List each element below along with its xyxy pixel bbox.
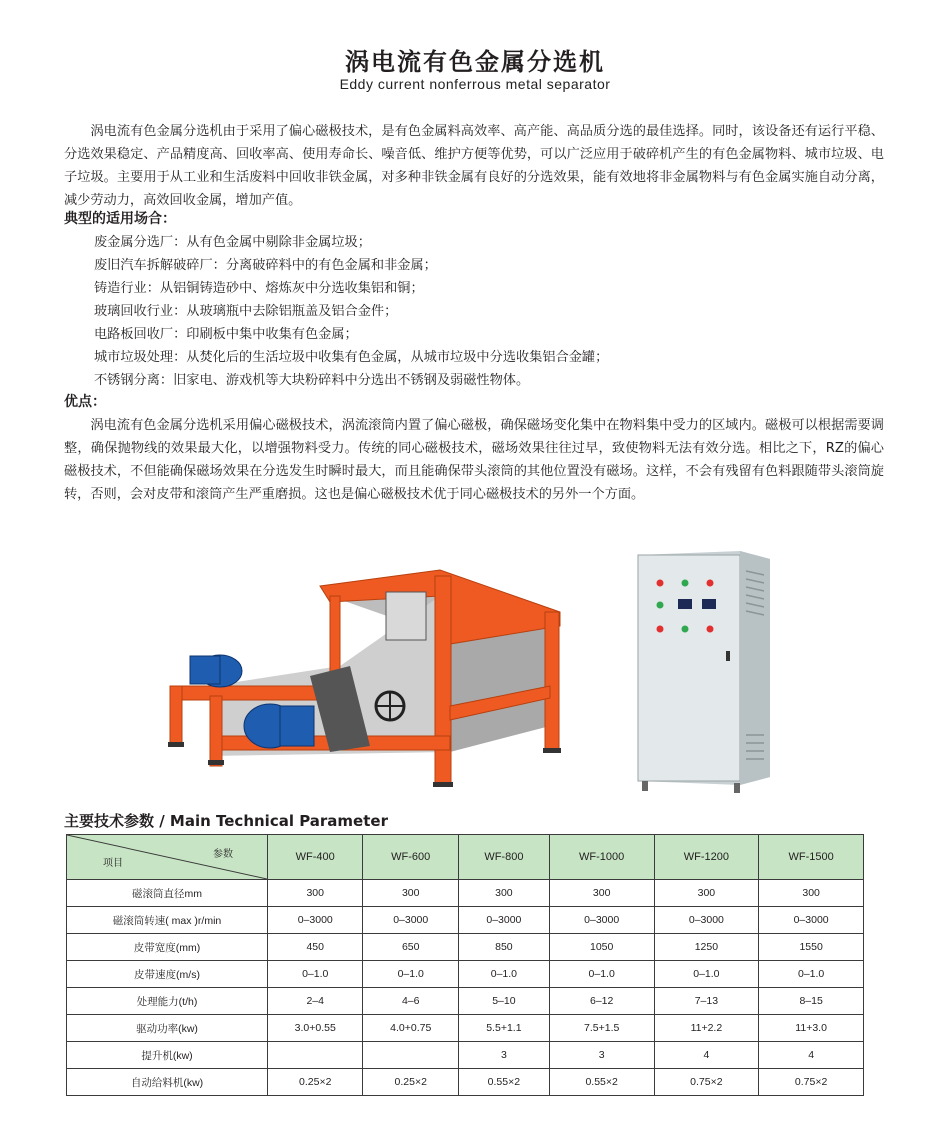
table-cell: 0–1.0	[268, 961, 363, 988]
advantages-heading: 优点：	[64, 394, 106, 410]
table-cell: 300	[759, 880, 864, 907]
diagonal-line	[67, 835, 267, 879]
table-cell: 0.75×2	[759, 1069, 864, 1096]
control-cabinet-photo	[630, 545, 775, 800]
row-label: 自动给料机(kw)	[67, 1069, 268, 1096]
table-cell: 11+2.2	[654, 1015, 759, 1042]
table-cell: 7.5+1.5	[549, 1015, 654, 1042]
page-subtitle: Eddy current nonferrous metal separator	[339, 76, 611, 92]
table-cell	[363, 1042, 458, 1069]
table-cell: 0–3000	[549, 907, 654, 934]
table-row	[67, 934, 864, 961]
table-cell: 3	[549, 1042, 654, 1069]
table-cell: 650	[363, 934, 458, 961]
applications-list	[64, 231, 884, 392]
table-cell: 4.0+0.75	[363, 1015, 458, 1042]
table-cell: 0.55×2	[549, 1069, 654, 1096]
row-label: 磁滚筒转速( max )r/min	[67, 907, 268, 934]
application-item: 城市垃圾处理：从焚化后的生活垃圾中收集有色金属，从城市垃圾中分选收集铝合金罐；	[94, 350, 609, 365]
table-cell: 0.55×2	[458, 1069, 549, 1096]
applications-section	[64, 208, 884, 392]
table-cell: 5.5+1.1	[458, 1015, 549, 1042]
table-cell: 300	[654, 880, 759, 907]
table-row	[67, 907, 864, 934]
table-cell	[268, 1042, 363, 1069]
table-cell: 0–1.0	[363, 961, 458, 988]
table-cell: 0.25×2	[363, 1069, 458, 1096]
row-label: 皮带速度(m/s)	[67, 961, 268, 988]
table-cell: 300	[458, 880, 549, 907]
table-cell: 6–12	[549, 988, 654, 1015]
model-header: WF-1000	[549, 835, 654, 880]
technical-parameter-table	[66, 834, 864, 1096]
table-row	[67, 988, 864, 1015]
eddy-current-separator-photo	[150, 556, 570, 788]
row-label: 驱动功率(kw)	[67, 1015, 268, 1042]
application-item: 玻璃回收行业：从玻璃瓶中去除铝瓶盖及铝合金件；	[94, 304, 398, 319]
table-cell: 3	[458, 1042, 549, 1069]
table-cell: 4–6	[363, 988, 458, 1015]
advantages-section	[64, 391, 884, 506]
table-row	[67, 1015, 864, 1042]
table-cell: 8–15	[759, 988, 864, 1015]
table-cell: 300	[268, 880, 363, 907]
table-cell: 3.0+0.55	[268, 1015, 363, 1042]
table-cell: 450	[268, 934, 363, 961]
advantages-paragraph: 涡电流有色金属分选机采用偏心磁极技术，涡流滚筒内置了偏心磁极，确保磁场变化集中在物料集中受力的区域内。磁极可以根据需要调整，确保抛物线的效果最大化，以增强物料受力。传统的同心磁极技术，磁场效果往往过早，致使物料无法有效分选。相比之下，RZ的偏心磁极技术，不但能确保磁场效果在分选发生时瞬时最大，而且能确保带头滚筒的其他位置没有磁场。这样，不会有残留有色料跟随带头滚筒旋转，否则，会对皮带和滚筒产生严重磨损。这也是偏心磁极技术优于同心磁极技术的另外一个方面。	[64, 418, 884, 502]
table-cell: 0–3000	[759, 907, 864, 934]
application-item: 废金属分选厂：从有色金属中剔除非金属垃圾；	[94, 235, 371, 250]
row-label: 提升机(kw)	[67, 1042, 268, 1069]
table-header-row	[67, 835, 864, 880]
corner-param-label: 参数	[213, 849, 233, 860]
model-header: WF-1200	[654, 835, 759, 880]
table-row	[67, 1042, 864, 1069]
table-cell: 300	[363, 880, 458, 907]
table-cell: 0–3000	[654, 907, 759, 934]
table-cell: 0.25×2	[268, 1069, 363, 1096]
applications-heading: 典型的适用场合：	[64, 211, 176, 227]
table-cell: 7–13	[654, 988, 759, 1015]
table-cell: 300	[549, 880, 654, 907]
intro-paragraph: 涡电流有色金属分选机由于采用了偏心磁极技术，是有色金属料高效率、高产能、高品质分选的最佳选择。同时，该设备还有运行平稳、分选效果稳定、产品精度高、回收率高、使用寿命长、噪音低、维护方便等优势，可以广泛应用于破碎机产生的有色金属物料、城市垃圾、电子垃圾。主要用于从工业和生活废料中回收非铁金属，对多种非铁金属有良好的分选效果，能有效地将非金属物料与有色金属实施自动分离，减少劳动力，高效回收金属，增加产值。	[64, 124, 884, 208]
corner-item-label: 项目	[103, 858, 123, 869]
table-cell: 0–3000	[268, 907, 363, 934]
table-cell: 0–1.0	[549, 961, 654, 988]
row-label: 皮带宽度(mm)	[67, 934, 268, 961]
table-cell: 1550	[759, 934, 864, 961]
table-cell: 5–10	[458, 988, 549, 1015]
model-header: WF-600	[363, 835, 458, 880]
table-cell: 11+3.0	[759, 1015, 864, 1042]
table-cell: 0–3000	[458, 907, 549, 934]
table-cell: 4	[759, 1042, 864, 1069]
table-row	[67, 880, 864, 907]
table-row	[67, 961, 864, 988]
model-header: WF-400	[268, 835, 363, 880]
table-cell: 2–4	[268, 988, 363, 1015]
table-cell: 4	[654, 1042, 759, 1069]
model-header: WF-800	[458, 835, 549, 880]
application-item: 不锈钢分离：旧家电、游戏机等大块粉碎料中分选出不锈钢及弱磁性物体。	[94, 373, 530, 388]
intro-section	[64, 120, 884, 212]
table-cell: 1250	[654, 934, 759, 961]
page-title: 涡电流有色金属分选机	[345, 48, 605, 76]
corner-header-cell	[67, 835, 268, 880]
application-item: 铸造行业：从铝铜铸造砂中、熔炼灰中分选收集铝和铜；	[94, 281, 424, 296]
table-title: 主要技术参数 / Main Technical Parameter	[64, 812, 388, 830]
table-cell: 0–1.0	[654, 961, 759, 988]
table-cell: 0–1.0	[759, 961, 864, 988]
application-item: 电路板回收厂：印刷板中集中收集有色金属；	[94, 327, 358, 342]
table-cell: 1050	[549, 934, 654, 961]
table-cell: 0–1.0	[458, 961, 549, 988]
table-cell: 850	[458, 934, 549, 961]
table-row	[67, 1069, 864, 1096]
row-label: 处理能力(t/h)	[67, 988, 268, 1015]
table-cell: 0–3000	[363, 907, 458, 934]
row-label: 磁滚筒直径mm	[67, 880, 268, 907]
model-header: WF-1500	[759, 835, 864, 880]
table-cell: 0.75×2	[654, 1069, 759, 1096]
application-item: 废旧汽车拆解破碎厂：分离破碎料中的有色金属和非金属；	[94, 258, 437, 273]
